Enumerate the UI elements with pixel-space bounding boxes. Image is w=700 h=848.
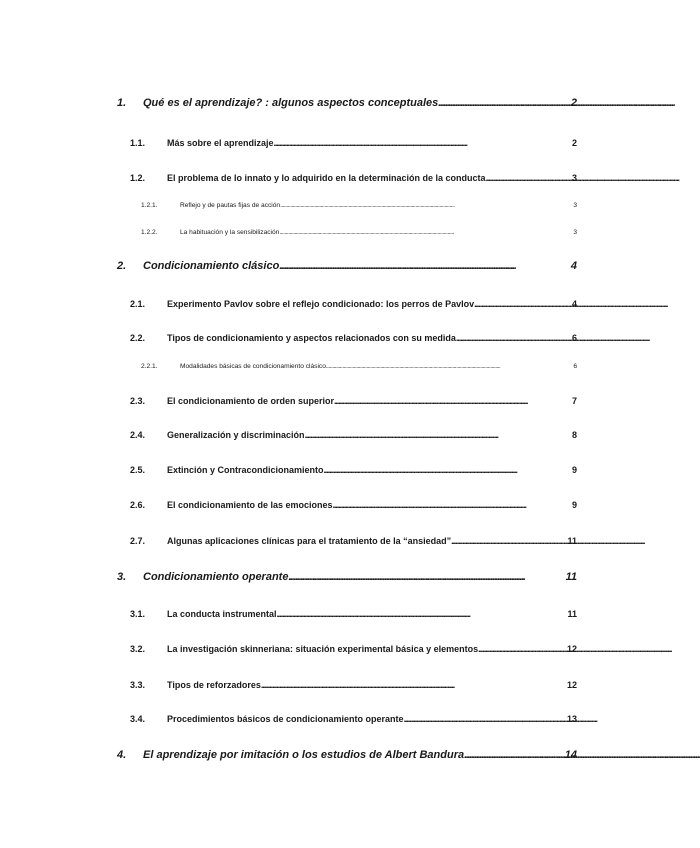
- toc-entry-page: 2: [570, 97, 577, 109]
- toc-entry[interactable]: [117, 571, 577, 583]
- toc-entry-number: 2.2.: [130, 333, 146, 343]
- toc-entry[interactable]: [141, 202, 577, 209]
- toc-entry[interactable]: [130, 333, 577, 343]
- toc-entry[interactable]: [130, 536, 577, 546]
- toc-entry-title: El condicionamiento de las emociones: [167, 500, 333, 510]
- toc-dot-leader: [474, 299, 570, 309]
- toc-entry-page: 6: [571, 333, 577, 343]
- toc-entry-title: Procedimientos básicos de condicionamiento operante: [167, 714, 404, 724]
- toc-entry-page: 12: [566, 680, 577, 690]
- toc-entry-number: 2.1.: [130, 299, 146, 309]
- toc-entry-number: 1.1.: [130, 138, 146, 148]
- toc-entry-page: 13: [566, 714, 577, 724]
- toc-dot-leader: [279, 229, 571, 236]
- toc-dot-leader: [438, 97, 569, 109]
- toc-entry-title: El condicionamiento de orden superior: [167, 396, 335, 406]
- toc-dot-leader: [456, 333, 570, 343]
- toc-dot-leader: [324, 465, 570, 475]
- toc-entry[interactable]: [141, 363, 577, 370]
- toc-entry-number: 1.: [117, 97, 127, 109]
- toc-entry[interactable]: [130, 430, 577, 440]
- toc-dot-leader: [261, 680, 565, 690]
- toc-entry-page: 6: [573, 363, 577, 370]
- toc-entry-title: Reflejo y de pautas fijas de acción: [180, 202, 281, 209]
- toc-entry[interactable]: [130, 396, 577, 406]
- toc-entry-number: 3.: [117, 571, 127, 583]
- toc-entry-title: El aprendizaje por imitación o los estudios de Albert Bandura: [143, 749, 465, 761]
- toc-entry-page: 7: [571, 396, 577, 406]
- toc-entry-number: 1.2.2.: [141, 229, 158, 236]
- toc-entry[interactable]: [130, 714, 577, 724]
- toc-entry-title: Modalidades básicas de condicionamiento clásico: [180, 363, 326, 370]
- toc-entry[interactable]: [130, 138, 577, 148]
- toc-entry-number: 2.6.: [130, 500, 146, 510]
- toc-entry-title: Extinción y Contracondicionamiento: [167, 465, 324, 475]
- toc-entry-title: La investigación skinneriana: situación experimental básica y elementos: [167, 644, 479, 654]
- toc-entry-number: 1.2.: [130, 173, 146, 183]
- toc-dot-leader: [274, 138, 570, 148]
- toc-dot-leader: [451, 536, 565, 546]
- toc-entry-page: 4: [571, 299, 577, 309]
- toc-entry[interactable]: [141, 229, 577, 236]
- toc-entry-title: Más sobre el aprendizaje: [167, 138, 274, 148]
- toc-entry-title: Algunas aplicaciones clínicas para el tratamiento de la “ansiedad”: [167, 536, 452, 546]
- toc-entry-title: La conducta instrumental: [167, 609, 277, 619]
- toc-entry[interactable]: [130, 680, 577, 690]
- toc-entry[interactable]: [130, 609, 577, 619]
- toc-entry-title: Generalización y discriminación: [167, 430, 305, 440]
- toc-entry-title: Tipos de reforzadores: [167, 680, 261, 690]
- toc-entry-number: 3.1.: [130, 609, 146, 619]
- toc-entry-number: 2.3.: [130, 396, 146, 406]
- toc-entry[interactable]: [117, 97, 577, 109]
- toc-entry-title: El problema de lo innato y lo adquirido en la determinación de la conducta: [167, 173, 486, 183]
- toc-entry-title: Condicionamiento operante: [143, 571, 289, 583]
- toc-entry-page: 9: [571, 500, 577, 510]
- toc-entry-number: 2.: [117, 260, 127, 272]
- toc-entry-number: 2.7.: [130, 536, 146, 546]
- toc-entry-page: 2: [571, 138, 577, 148]
- toc-entry-title: Tipos de condicionamiento y aspectos relacionados con su medida: [167, 333, 456, 343]
- toc-entry[interactable]: [117, 260, 577, 272]
- toc-dot-leader: [288, 571, 563, 583]
- toc-dot-leader: [279, 260, 569, 272]
- toc-entry[interactable]: [130, 173, 577, 183]
- toc-entry-number: 2.4.: [130, 430, 146, 440]
- toc-entry[interactable]: [130, 644, 577, 654]
- toc-entry-number: 2.2.1.: [141, 363, 158, 370]
- toc-entry[interactable]: [130, 299, 577, 309]
- toc-entry-page: 8: [571, 430, 577, 440]
- toc-entry-page: 9: [571, 465, 577, 475]
- toc-dot-leader: [334, 396, 570, 406]
- toc-entry-title: Condicionamiento clásico: [143, 260, 280, 272]
- toc-entry-page: 3: [573, 229, 577, 236]
- toc-entry-page: 3: [571, 173, 577, 183]
- toc-dot-leader: [486, 173, 570, 183]
- toc-entry-title: Experimento Pavlov sobre el reflejo condicionado: los perros de Pavlov: [167, 299, 475, 309]
- toc-entry-page: 14: [564, 749, 577, 761]
- toc-entry-number: 3.4.: [130, 714, 146, 724]
- toc-entry-page: 11: [565, 571, 577, 583]
- toc-entry-page: 4: [570, 260, 577, 272]
- toc-entry-number: 1.2.1.: [141, 202, 158, 209]
- toc-entry[interactable]: [130, 465, 577, 475]
- toc-entry[interactable]: [117, 749, 577, 761]
- toc-entry[interactable]: [130, 500, 577, 510]
- toc-dot-leader: [277, 609, 566, 619]
- toc-entry-number: 4.: [117, 749, 127, 761]
- toc-dot-leader: [404, 714, 565, 724]
- toc-entry-page: 11: [567, 609, 577, 619]
- toc-dot-leader: [305, 430, 570, 440]
- toc-dot-leader: [464, 749, 563, 761]
- toc-entry-number: 2.5.: [130, 465, 146, 475]
- toc-entry-title: La habituación y la sensibilización: [180, 229, 280, 236]
- toc-entry-page: 11: [567, 536, 577, 546]
- toc-dot-leader: [280, 202, 571, 209]
- toc-dot-leader: [478, 644, 565, 654]
- toc-entry-number: 3.2.: [130, 644, 146, 654]
- toc-dot-leader: [326, 363, 571, 370]
- toc-entry-number: 3.3.: [130, 680, 146, 690]
- toc-dot-leader: [333, 500, 570, 510]
- toc-entry-page: 12: [566, 644, 577, 654]
- toc-entry-title: Qué es el aprendizaje? : algunos aspectos conceptuales: [143, 97, 439, 109]
- toc-entry-page: 3: [573, 202, 577, 209]
